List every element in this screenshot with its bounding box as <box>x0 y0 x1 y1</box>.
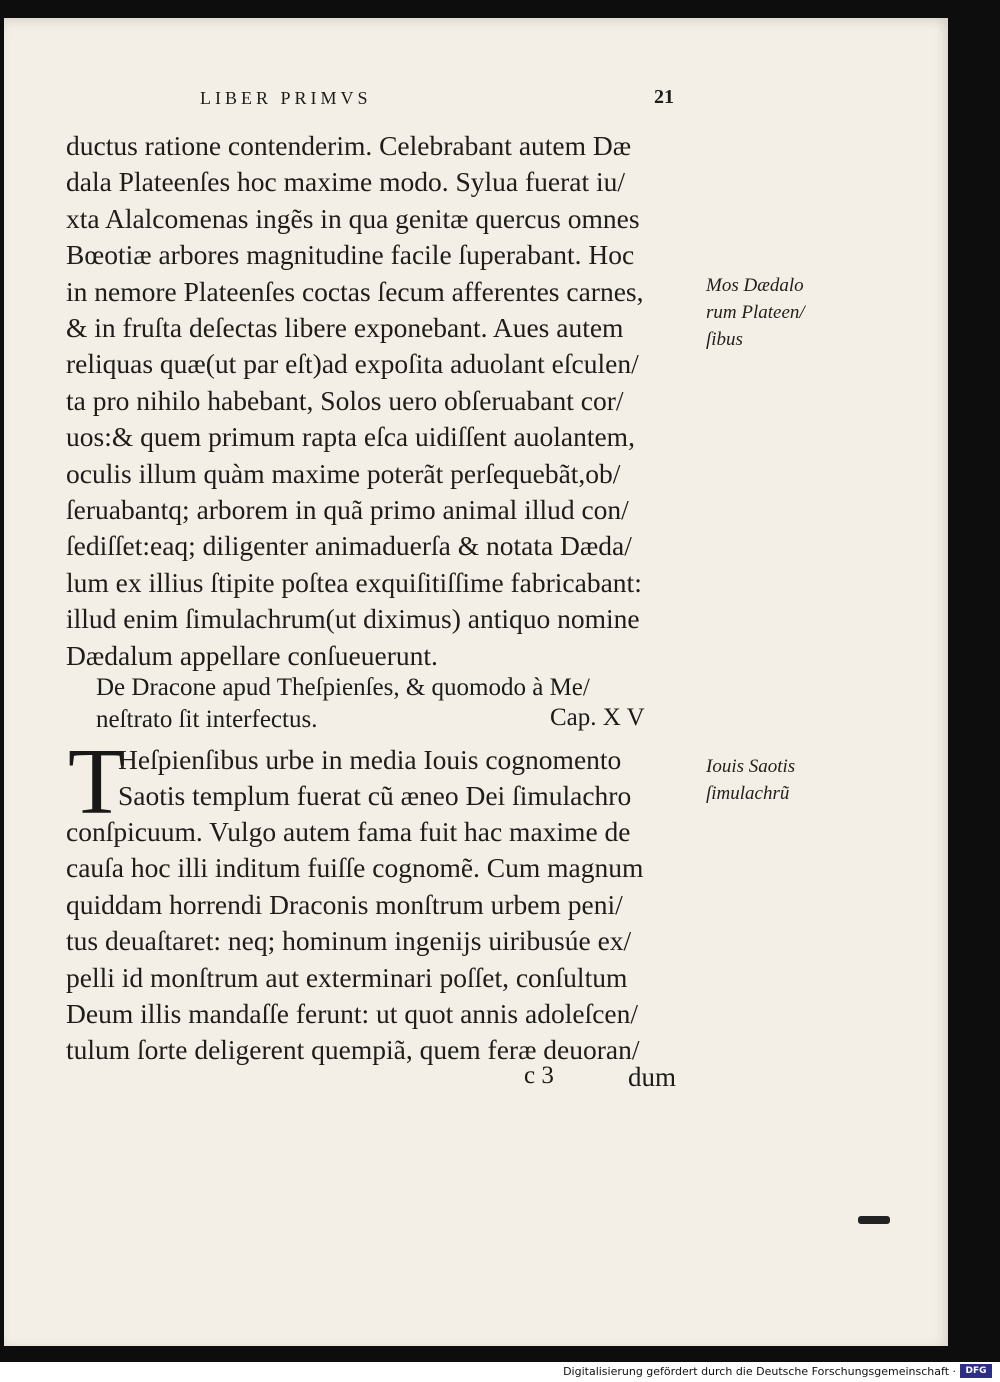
marginal-note-line: ſibus <box>706 329 743 350</box>
text-line: oculis illum quàm maxime poterãt perſequebãt,ob/ <box>66 457 621 489</box>
chapter-label: Cap. X V <box>550 704 645 731</box>
chapter-heading <box>96 672 590 736</box>
text-line: uos:& quem primum rapta eſca uidiſſent auolantem, <box>66 421 635 453</box>
text-line: ductus ratione contenderim. Celebrabant autem Dæ <box>66 130 632 161</box>
text-block-chapter <box>66 814 643 1069</box>
marginal-note <box>706 753 795 807</box>
marginal-note-line: rum Plateen/ <box>706 302 805 323</box>
ink-blot <box>858 1216 890 1224</box>
text-line: Saotis templum fuerat cũ æneo Dei ſimulachro <box>118 780 632 812</box>
page-number: 21 <box>654 86 674 108</box>
text-line: quiddam horrendi Draconis monſtrum urbem peni/ <box>66 888 623 920</box>
text-block-initial-lines <box>118 742 631 815</box>
dfg-logo-icon: DFG <box>960 1364 992 1378</box>
text-line: illud enim ſimulachrum(ut diximus) antiquo nomine <box>66 603 640 635</box>
chapter-heading-line: neſtrato ſit interfectus. <box>96 706 318 733</box>
text-line: reliquas quæ(ut par eſt)ad expoſita aduolant eſculen/ <box>66 348 639 380</box>
marginal-note-line: Mos Dædalo <box>706 275 804 296</box>
text-line: ſediſſet:eaq; diligenter animaduerſa & notata Dæda/ <box>66 530 632 562</box>
marginal-note-line: Iouis Saotis <box>706 756 796 777</box>
text-line: tus deuaſtaret: neq; hominum ingenijs uiribusúe ex/ <box>66 925 632 957</box>
text-line: lum ex illius ſtipite poſtea exquiſitiſſime fabricabant: <box>66 566 642 598</box>
marginal-note <box>706 272 805 353</box>
text-line: pelli id monſtrum aut exterminari poſſet, conſultum <box>66 961 628 993</box>
drop-initial: T <box>68 730 126 834</box>
marginal-note-line: ſimulachrũ <box>706 783 790 804</box>
text-line: Deum illis mandaſſe ferunt: ut quot annis adoleſcen/ <box>66 998 639 1030</box>
text-line: & in fruſta deſectas libere exponebant. Aues autem <box>66 312 624 344</box>
chapter-heading-line: De Dracone apud Theſpienſes, & quomodo à Me/ <box>96 674 590 701</box>
digitization-credit: Digitalisierung gefördert durch die Deutsche Forschungsgemeinschaft · <box>563 1365 956 1378</box>
text-line: xta Alalcomenas ingẽs in qua genitæ quercus omnes <box>66 202 640 234</box>
signature-mark: c 3 <box>524 1062 554 1089</box>
text-block-main <box>66 128 644 674</box>
text-line: in nemore Plateenſes coctas ſecum afferentes carnes, <box>66 275 644 307</box>
text-line: ta pro nihilo habebant, Solos uero obſeruabant cor/ <box>66 384 624 416</box>
catchword: dum <box>628 1062 677 1092</box>
text-line: Dædalum appellare conſueuerunt. <box>66 639 438 671</box>
text-line: dala Plateenſes hoc maxime modo. Sylua fuerat iu/ <box>66 166 626 198</box>
text-line: conſpicuum. Vulgo autem fama fuit hac maxime de <box>66 816 631 847</box>
text-line: tulum ſorte deligerent quempiã, quem feræ deuoran/ <box>66 1034 640 1066</box>
text-line: Heſpienſibus urbe in media Iouis cognomento <box>118 744 622 775</box>
text-line: cauſa hoc illi inditum fuiſſe cognomẽ. Cum magnum <box>66 852 644 884</box>
text-line: Bœotiæ arbores magnitudine facile ſuperabant. Hoc <box>66 239 635 271</box>
running-head: LIBER PRIMVS <box>200 88 372 108</box>
text-line: ſeruabantq; arborem in quã primo animal illud con/ <box>66 494 629 526</box>
